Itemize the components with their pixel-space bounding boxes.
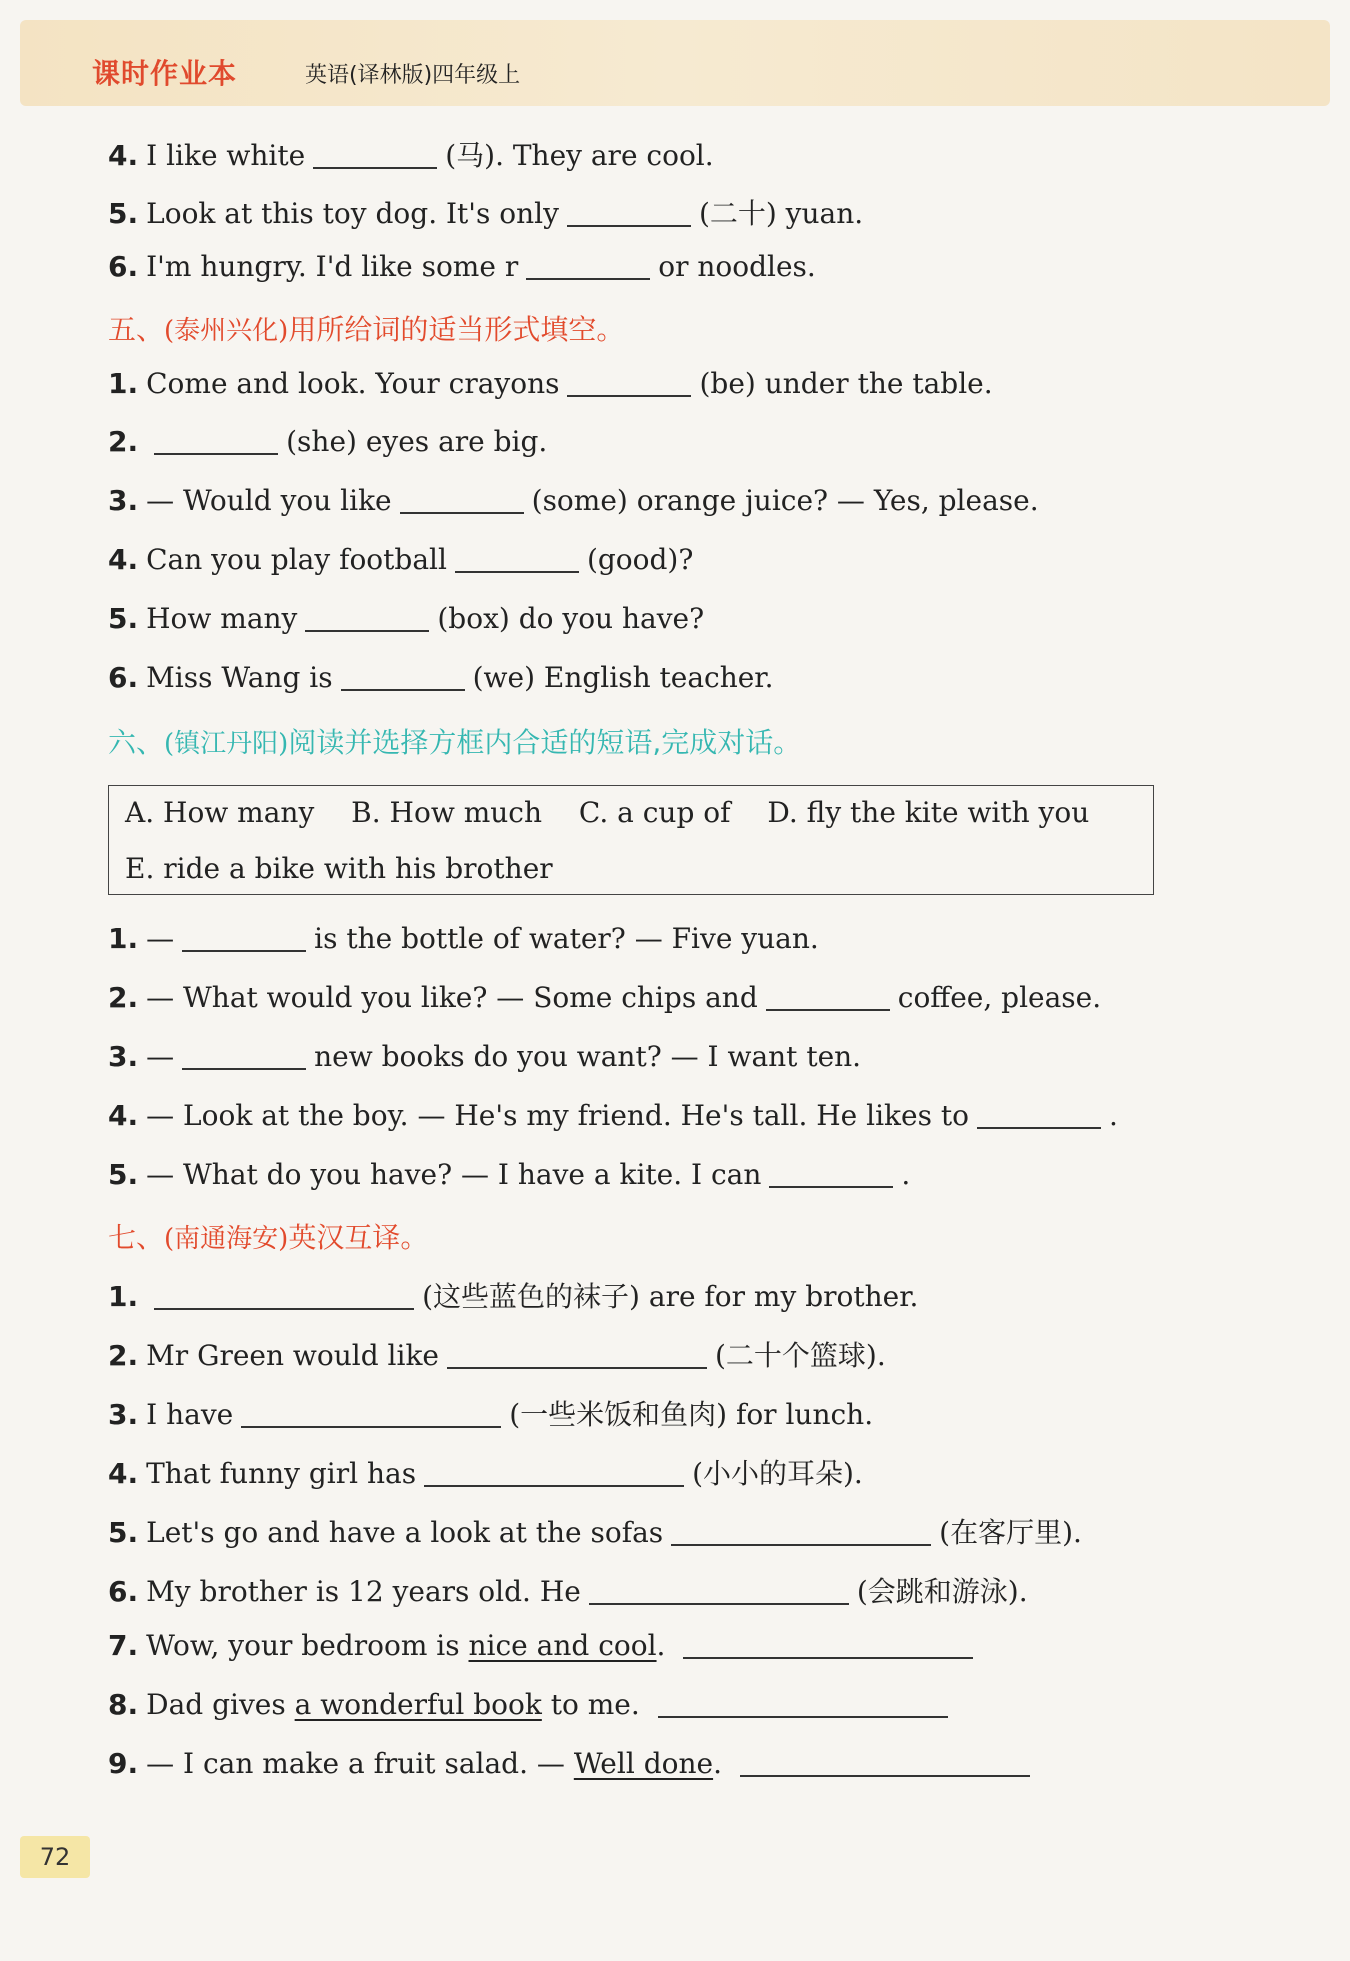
answer-blank[interactable] [589,1603,849,1605]
question-line: 6. Miss Wang is (we) English teacher. [108,661,774,694]
phrase-option: C. a cup of [578,796,731,829]
question-line: 4. — Look at the boy. — He's my friend. He's tall. He likes to . [108,1099,1118,1132]
underlined-phrase: nice and cool [468,1629,657,1662]
question-line: 8. Dad gives a wonderful book to me. [108,1688,956,1721]
question-line: 1. Come and look. Your crayons (be) under the table. [108,367,993,400]
phrase-option: D. fly the kite with you [767,796,1090,829]
answer-blank[interactable] [400,512,524,514]
question-line: 3. — Would you like (some) orange juice? — Yes, please. [108,484,1039,517]
phrase-option: E. ride a bike with his brother [125,852,553,885]
question-line: 6. I'm hungry. I'd like some r or noodles. [108,250,816,283]
answer-blank[interactable] [526,278,650,280]
question-line: 3. — new books do you want? — I want ten. [108,1040,862,1073]
section-five-heading: 五、(泰州兴化)用所给词的适当形式填空。 [108,313,625,346]
answer-blank[interactable] [154,453,278,455]
section-seven-heading: 七、(南通海安)英汉互译。 [108,1221,429,1254]
answer-blank[interactable] [567,225,691,227]
page-number: 72 [20,1836,90,1878]
question-line: 4. That funny girl has (小小的耳朵). [108,1457,863,1490]
question-line: 2. — What would you like? — Some chips and coffee, please. [108,981,1102,1014]
question-line: 5. How many (box) do you have? [108,602,705,635]
answer-blank[interactable] [658,1716,948,1718]
answer-blank[interactable] [305,630,429,632]
question-line: 4. Can you play football (good)? [108,543,694,576]
answer-blank[interactable] [313,167,437,169]
answer-blank[interactable] [455,571,579,573]
phrase-row [125,796,1089,829]
phrase-box [108,785,1154,895]
question-line: 5. Let's go and have a look at the sofas (在客厅里). [108,1516,1082,1549]
book-subtitle: 英语(译林版)四年级上 [305,63,521,88]
underlined-phrase: Well done [573,1747,714,1780]
answer-blank[interactable] [740,1775,1030,1777]
question-line: 1. (这些蓝色的袜子) are for my brother. [108,1280,919,1313]
question-line: 6. My brother is 12 years old. He (会跳和游泳). [108,1575,1028,1608]
brand-title: 课时作业本 [92,57,238,90]
answer-blank[interactable] [154,1308,414,1310]
section-six-heading: 六、(镇江丹阳)阅读并选择方框内合适的短语,完成对话。 [108,726,802,759]
question-line: 9. — I can make a fruit salad. — Well done. [108,1747,1038,1780]
phrase-option: A. How many [125,796,315,829]
question-line: 1. — is the bottle of water? — Five yuan. [108,922,819,955]
answer-blank[interactable] [241,1426,501,1428]
answer-blank[interactable] [182,950,306,952]
question-line: 5. Look at this toy dog. It's only (二十) yuan. [108,197,864,230]
underlined-phrase: a wonderful book [294,1688,542,1721]
answer-blank[interactable] [447,1367,707,1369]
answer-blank[interactable] [769,1186,893,1188]
answer-blank[interactable] [977,1127,1101,1129]
phrase-option: B. How much [351,796,542,829]
question-line: 7. Wow, your bedroom is nice and cool. [108,1629,981,1662]
answer-blank[interactable] [683,1657,973,1659]
answer-blank[interactable] [567,395,691,397]
answer-blank[interactable] [182,1068,306,1070]
answer-blank[interactable] [341,689,465,691]
question-line: 2. (she) eyes are big. [108,425,548,458]
phrase-row [125,852,581,885]
answer-blank[interactable] [766,1009,890,1011]
question-line: 5. — What do you have? — I have a kite. I can . [108,1158,911,1191]
question-line: 2. Mr Green would like (二十个篮球). [108,1339,886,1372]
answer-blank[interactable] [424,1485,684,1487]
question-line: 3. I have (一些米饭和鱼肉) for lunch. [108,1398,874,1431]
answer-blank[interactable] [671,1544,931,1546]
question-line: 4. I like white (马). They are cool. [108,139,714,172]
